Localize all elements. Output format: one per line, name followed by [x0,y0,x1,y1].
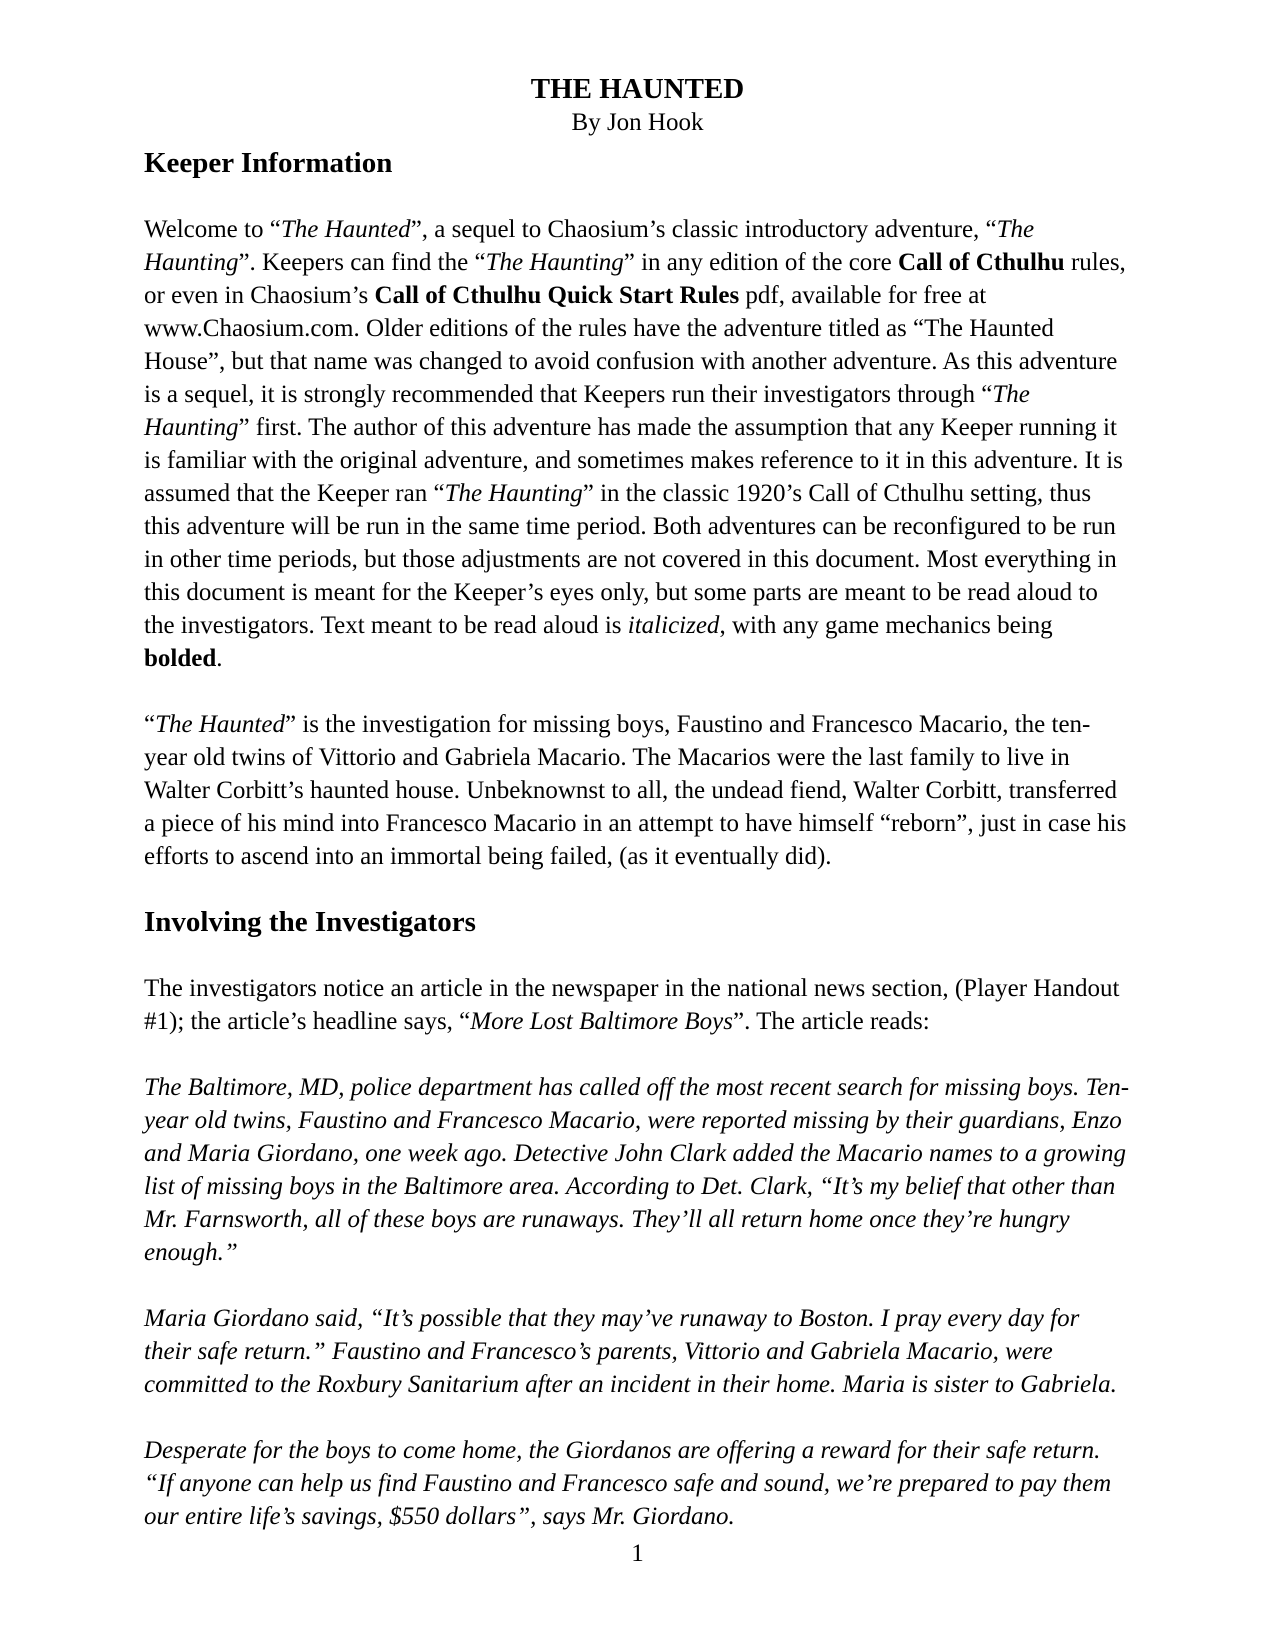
text-run: “ [144,711,156,738]
text-run: Call of Cthulhu [897,249,1065,276]
document-title: THE HAUNTED [530,73,745,105]
text-run: rules, or even in Chaosium’s [144,249,1126,309]
text-run: The Haunted [280,216,411,243]
text-run: ” is the investigation for missing boys, Faustino and Francesco Macario, the ten-year old twins of Vittorio and Gabriela Macario. The Macarios were the last family to live in Walter Corbitt’s haunted house. Unbeknownst to all, the undead fiend, Walter Corbitt, transferred a piece of his mind into Francesco Macario in an attempt to have himself “reborn”, just in case his efforts to ascend into an immortal being failed, (as it eventually did). [144,711,1127,870]
paragraph-article-police [144,1071,1131,1269]
text-run: Maria Giordano said, “It’s possible that they may’ve runaway to Boston. I pray every day for their safe return.” Faustino and Francesco’s parents, Vittorio and Gabriela Macario, were committed to the Roxbury Sanitarium after an incident in their home. Maria is sister to Gabriela. [144,1305,1117,1398]
text-run: ”, a sequel to Chaosium’s classic introductory adventure, “ [410,216,997,243]
text-run: The Haunting [144,216,1035,276]
text-run: pdf, available for free at www.Chaosium.com. Older editions of the rules have the adventure titled as “The Haunted House”, but that name was changed to avoid confusion with another adventure. As this adventure is a sequel, it is strongly recommended that Keepers run their investigators through “ [144,282,1118,408]
text-run: italicized [627,612,720,639]
text-run: The Haunting [485,249,624,276]
text-run: ” first. The author of this adventure has made the assumption that any Keeper running it is familiar with the original adventure, and sometimes makes reference to it in this adventure. It is assumed that the Keeper ran “ [144,414,1123,507]
text-run: ”. Keepers can find the “ [238,249,486,276]
text-run: , with any game mechanics being [719,612,1053,639]
text-run: The Haunting [444,480,583,507]
paragraph-newspaper-intro [144,972,1131,1038]
text-run: The Haunted [155,711,285,738]
paragraph-article-maria [144,1302,1131,1401]
text-run: bolded [144,645,217,672]
paragraph-investigation-overview [144,708,1131,873]
paragraph-article-reward [144,1434,1131,1533]
text-run: ” in any edition of the core [623,249,898,276]
paragraph-welcome [144,213,1131,675]
page-number: 1 [631,1540,644,1567]
document-byline: By Jon Hook [571,109,704,136]
text-run: The Baltimore, MD, police department has called off the most recent search for missing boys. Ten-year old twins, Faustino and Francesco Macario, were reported missing by their guardians, Enzo and Maria Giordano, one week ago. Detective John Clark added the Macario names to a growing list of missing boys in the Baltimore area. According to Det. Clark, “It’s my belief that other than Mr. Farnsworth, all of these boys are runaways. They’ll all return home once they’re hungry enough.” [144,1074,1130,1266]
section-heading-involving-the-investigators: Involving the Investigators [144,906,476,938]
text-run: Call of Cthulhu Quick Start Rules [374,282,740,309]
text-run: Desperate for the boys to come home, the Giordanos are offering a reward for their safe return. “If anyone can help us find Faustino and Francesco safe and sound, we’re prepared to pay them our entire life’s savings, $550 dollars”, says Mr. Giordano. [144,1437,1112,1530]
text-run: ” in the classic 1920’s Call of Cthulhu setting, thus this adventure will be run in the same time period. Both adventures can be reconfigured to be run in other time periods, but those adjustments are not covered in this document. Most everything in this document is meant for the Keeper’s eyes only, but some parts are meant to be read aloud to the investigators. Text meant to be read aloud is [144,480,1117,639]
text-run: The Haunting [144,381,1030,441]
text-run: . [216,645,223,672]
text-run: More Lost Baltimore Boys [470,1008,733,1035]
section-heading-keeper-information: Keeper Information [144,147,393,179]
text-run: The investigators notice an article in the newspaper in the national news section, (Player Handout #1); the article’s headline says, “ [144,975,1120,1035]
text-run: Welcome to “ [144,216,281,243]
text-run: ”. The article reads: [733,1008,930,1035]
